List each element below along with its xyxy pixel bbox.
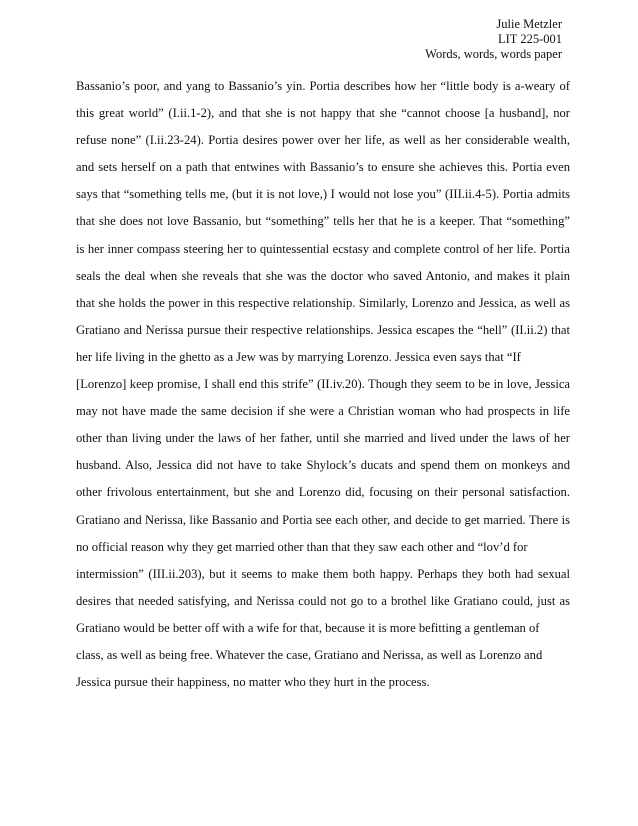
body-line: says that “something tells me, (but it is not love,) I would not lose you” (III.ii.4-5). Portia admits bbox=[76, 187, 570, 202]
paper-header bbox=[425, 17, 562, 62]
body-line: is her inner compass steering her to quintessential ecstasy and complete control of her life. Portia bbox=[76, 241, 570, 256]
body-line: may not have made the same decision if she were a Christian woman who had prospects in life bbox=[76, 404, 570, 419]
body-line: other frivolous entertainment, but she and Lorenzo did, focusing on their personal satisfaction. bbox=[76, 485, 570, 500]
body-line: Gratiano and Nerissa, like Bassanio and Portia see each other, and decide to get married. There is bbox=[76, 512, 570, 527]
body-line: intermission” (III.ii.203), but it seems to make them both happy. Perhaps they both had sexual bbox=[76, 566, 570, 581]
body-line: and sets herself on a path that entwines with Bassanio’s to ensure she achieves this. Portia even bbox=[76, 160, 570, 175]
body-line: [Lorenzo] keep promise, I shall end this strife” (II.iv.20). Though they seem to be in love, Jessica bbox=[76, 377, 570, 392]
body-line: seals the deal when she reveals that she was the doctor who saved Antonio, and makes it plain bbox=[76, 268, 570, 283]
author-name: Julie Metzler bbox=[496, 17, 562, 31]
body-line: that she does not love Bassanio, but “something” tells her that he is a keeper. That “something” bbox=[76, 214, 570, 229]
body-line: no official reason why they get married other than that they saw each other and “lov’d for bbox=[76, 539, 528, 554]
course-number: LIT 225-001 bbox=[498, 32, 562, 46]
body-line: husband. Also, Jessica did not have to take Shylock’s ducats and spend them on monkeys and bbox=[76, 458, 570, 473]
paper-title: Words, words, words paper bbox=[425, 47, 562, 61]
body-line: Gratiano would be better off with a wife for that, because it is more befitting a gentleman of bbox=[76, 620, 540, 635]
body-line: class, as well as being free. Whatever the case, Gratiano and Nerissa, as well as Lorenzo and bbox=[76, 647, 543, 662]
body-line: this great world” (I.ii.1-2), and that she is not happy that she “cannot choose [a husband], nor bbox=[76, 106, 570, 121]
body-line: desires that needed satisfying, and Nerissa could not go to a brothel like Gratiano could, just as bbox=[76, 593, 570, 608]
body-line: refuse none” (I.ii.23-24). Portia desires power over her life, as well as her considerable wealth, bbox=[76, 133, 570, 148]
body-line: Gratiano and Nerissa pursue their respective relationships. Jessica escapes the “hell” (II.ii.2) that bbox=[76, 322, 570, 337]
body-line: her life living in the ghetto as a Jew was by marrying Lorenzo. Jessica even says that “If bbox=[76, 349, 521, 364]
body-line: Jessica pursue their happiness, no matter who they hurt in the process. bbox=[76, 675, 430, 690]
body-line: that she holds the power in this respective relationship. Similarly, Lorenzo and Jessica, as well as bbox=[76, 295, 570, 310]
paper-body bbox=[76, 77, 570, 700]
body-line: other than living under the laws of her father, until she married and lived under the laws of her bbox=[76, 431, 570, 446]
body-line: Bassanio’s poor, and yang to Bassanio’s yin. Portia describes how her “little body is a-weary of bbox=[76, 79, 570, 93]
